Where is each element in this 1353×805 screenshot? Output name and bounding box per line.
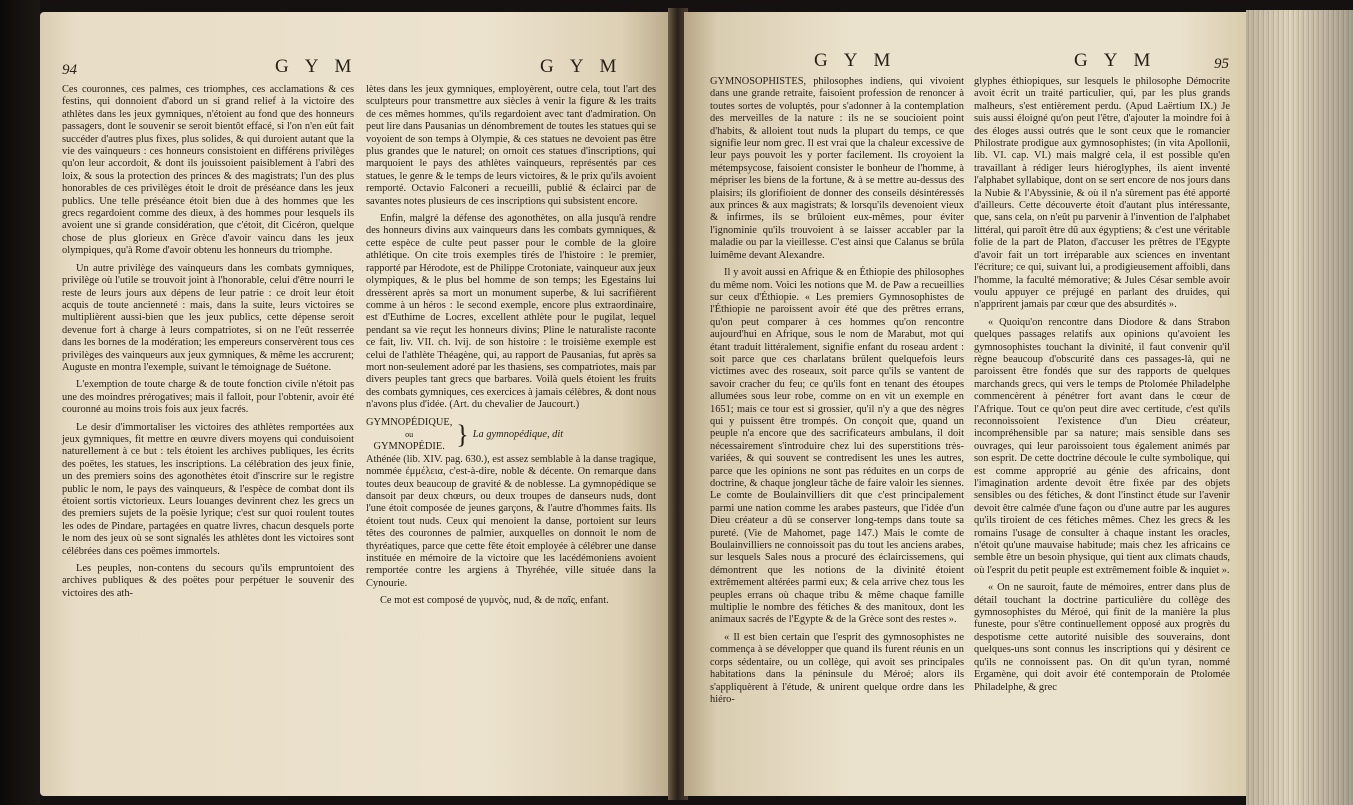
brace-symbol: } xyxy=(456,420,469,450)
page-number: 95 xyxy=(1214,56,1229,72)
headword: GYMNOPÉDIQUE, xyxy=(366,416,453,428)
paragraph: « Quoiqu'on rencontre dans Diodore & dans Strabon quelques passages relatifs aux opinions qu'avoient les gymnosophistes touchant la divinité, il faut convenir qu'il règne beaucoup d'obscurité dans ces passages-là, qui ne paroissent être fondés que sur des rapports de quelques marchands grecs, qui vers le temps de Ptolomée Philadelphe commencèrent à pénétrer fort avant dans le cœur de l'Afrique. Tout ce qu'on peut dire avec certitude, c'est qu'ils reconnoissoient l'existence d'un Dieu créateur, incompréhensible par sa nature; mais sensible dans ses ouvrages, qui leur paroissoient tous également animés par son esprit. De cette doctrine découle le culte symbolique, qui est comme approprié au génie des africains, dont l'imagination ardente devoit être fixée par des objets sensibles ou des fétiches, & dont l'instinct étude sur l'avenir devoit être calmée d'une façon ou d'une autre par les augures qu'ils tiroient de ces fétiches mêmes. Chez les grecs & les romains l'usage de consulter à chaque instant les oracles, n'étoit qu'une mauvaise habitude; mais chez les africains ce semble être un besoin physique, qui tient aux climats chauds, où l'esprit du petit peuple est extrêmement foible & inquiet ». xyxy=(974,316,1230,576)
paragraph: Ces couronnes, ces palmes, ces triomphes, ces acclamations & ces festins, qui donnoient d'abord un si grand relief à la victoire des athlètes dans les jeux gymniques, n'étoient au fond que des honneurs passagers, dont le souvenir se seroit bientôt effacé, si l'on n'en eût fait succéder d'autres plus fixes, plus solides, & qui duroient autant que la vie des vainqueurs : ces honneurs consistoient en différens privilèges qu'on leur accordoit, & dont ils jouissoient paisiblement à l'abri des loix, & sous la protection des princes & des magistrats; l'un des plus honorables de ces privilèges étoit le droit de préséance dans les jeux publics. Une telle préséance étoit bien due à des hommes que les grecs regardoient comme des dieux, à des hommes pour lesquels ils avoient une si grande considération, que c'étoit, dit Cicéron, quelque chose de plus glorieux en Grèce d'avoir vaincu dans les jeux olympiques, qu'à Rome d'avoir obtenu les honneurs du triomphe. xyxy=(62,84,354,257)
paragraph: Le desir d'immortaliser les victoires des athlètes remportées aux jeux gymniques, fit mettre en œuvre divers moyens qui conduisoient naturellement à ce but : tels étoient les archives publiques, les écrits des poëtes, les statues, les inscriptions. La célébration des jeux finie, un des premiers soins des agonothètes étoit d'inscrire sur le registre public le nom, le pays des vainqueurs, & l'espèce de combat dont ils étoient sortis victorieux. Leurs louanges devinrent chez les grecs un des premiers sujets de la poësie lyrique; c'est sur quoi roulent toutes les odes de Pindare, partagées en quatre livres, chacun desquels porte le nom des jeux où se sont signalés les athlètes dont les victoires sont célébrées dans ces poëmes immortels. xyxy=(62,421,354,557)
running-head: G Y M xyxy=(814,50,897,71)
running-head: G Y M xyxy=(540,56,623,77)
right-page xyxy=(684,12,1246,796)
paragraph: Il y avoit aussi en Afrique & en Éthiopie des philosophes du même nom. Voici les notions que M. de Paw a recueillies sur ceux d'Éthiopie. « Les premiers Gymnosophistes de l'Éthiopie ne paroissent avoir été que des prêtres errans, qu'on peut comparer à ces hommes qu'on rencontre aujourd'hui en Afrique, sous le nom de Marabut, mot qui étant traduit littéralement, signifie enfant du roseau ardent : soit parce que ces charlatans brûlent quelquefois leurs victimes avec des roseaux, soit parce qu'ils se vantent de savoir cracher du feu; ce qu'ils font en tenant des étoupes allumées sous leur robe, comme on en vit un exemple en 1651; mais ce tour est si grossier, qu'il n'y a que des nègres qui y puissent être trompés. On conçoit que, quand un peuple n'a encore que des sacrificateurs ambulans, il doit nécessairement s'introduire chez lui des superstitions très-variées, & qui souvent se contredisent les unes les autres, parce que les opinions ne sont pas réduites en un corps de doctrine, & chaque jongleur tâche de faire valoir les siennes. Le comte de Boulainvilliers dit que c'est principalement parmi une nation comme les arabes pasteurs, que l'idée d'un Dieu créateur a dû se conserver long-temps dans toute sa pureté. (Vie de Mahomet, page 147.) Mais le comte de Boulainvilliers ne connoissoit pas du tout les anciens arabes, sur lesquels Sales nous a procuré des éclaircissemens, qui démontrent que les notions de la divinité étoient extrêmement altérées parmi eux; & cela arrive chez tous les peuples errans où chaque tribu & même chaque famille multiplie le nombre des fétiches & des manitoux, dont les animaux sacrés de l'Egypte & de la Grèce sont des restes ». xyxy=(710,267,964,626)
running-head: G Y M xyxy=(1074,50,1157,71)
page-number: 94 xyxy=(62,62,77,78)
paragraph: GYMNOSOPHISTES, philosophes indiens, qui vivoient dans une grande retraite, faisoient profession de renoncer à toutes sortes de voluptés, pour s'adonner à la contemplation des merveilles de la nature : ils ne se soucioient point d'habits, & alloient tout nuds la plupart du temps, ce que signifie leur nom grec. Il est vrai que la chaleur excessive de leur pays pouvoit les y porter facilement. Ils croyoient la métempsycose, faisoient consister le bonheur de l'homme, à mépriser les biens de la fortune, & à se mettre au-dessus des plaisirs; ils glorifioient de donner des conseils désintéressés aux princes & aux magistrats; & lorsqu'ils devenoient vieux & infirmes, ils se brûloient eux-mêmes, pour éviter l'ignominie qu'ils trouvoient à se laisser accabler par la maladie ou par la vieillesse. C'est ainsi que Calanus se brûla luimême devant Alexandre. xyxy=(710,76,964,261)
paragraph: « Il est bien certain que l'esprit des gymnosophistes ne commença à se développer que quand ils furent réunis en un corps sédentaire, ou un collège, qui avoit ses principales habitations dans la péninsule du Méroé; alors ils s'appliquèrent à l'étude, & unirent quelque ordre dans les hiéro- xyxy=(710,631,964,705)
paragraph: Un autre privilège des vainqueurs dans les combats gymniques, privilège où l'utile se trouvoit joint à l'honorable, celui d'être nourri le reste de leurs jours aux dépens de leur patrie : ce droit leur étoit acquis de toute ancienneté : mais, dans la suite, leurs victoires se multiplièrent aussi-bien que les jeux publics, cette dépense seroit devenue fort à charge à leurs compatriotes, si on ne l'eût resserrée dans les bornes de la modération; les empereurs conservèrent tous ces privilèges des vainqueurs aux jeux gymniques, & même les accrurent; Auguste en montra l'exemple, suivant le témoignage de Suétone. xyxy=(62,262,354,373)
definition-start: La gymnopédique, dit xyxy=(472,428,564,440)
paragraph: Ce mot est composé de γυμνὸς, nud, & de παῖς, enfant. xyxy=(380,595,609,607)
paragraph: L'exemption de toute charge & de toute fonction civile n'étoit pas une des moindres prérogatives; mais il falloit, pour l'obtenir, avoir été couronné au moins trois fois aux jeux facrés. xyxy=(62,379,354,416)
text-column-right xyxy=(974,76,1230,792)
book-shadow-left xyxy=(0,0,40,805)
book-fore-edge-shade xyxy=(1246,10,1353,805)
entry-gymnopedique xyxy=(366,417,656,608)
paragraph: « On ne sauroit, faute de mémoires, entrer dans plus de détail touchant la doctrine particulière du collège des gymnosophistes du Méroé, qui finit de la manière la plus funeste, pour s'être continuellement opposé aux progrès du despotisme cette autorité nuisible des souverains, dont quelques-uns sont connus les inscriptions qui y désirent ce qu'ils ne connoissent pas. On dit qu'un tyran, nommé Ergamène, qui doit avoir été contemporain de Ptolomée Philadelphe, & grec xyxy=(974,582,1230,693)
paragraph: Athénée (lib. XIV. pag. 630.), est assez semblable à la danse tragique, nommée ἐμμέλεια, c'est-à-dire, noble & décente. On remarque dans toutes deux beaucoup de gravité & de noblesse. La gymnopédique se dansoit par deux chœurs, ou deux troupes de danseurs nuds, dont l'une étoit composée de jeunes garçons, & l'autre d'hommes faits. Ils étoient tout nuds. Ceux qui menoient la danse, portoient sur leurs têtes des couronnes de palmier, auxquelles on donnoit le nom de thyréatiques, parce que cette fête étoit employée à célébrer une danse instituée en mémoire de la victoire que les lacédémoniens avoient remportée contre les argiens à Thyréhée, ville située dans la Cynourie. xyxy=(366,453,656,589)
left-page xyxy=(40,12,672,796)
paragraph: Enfin, malgré la défense des agonothètes, on alla jusqu'à rendre des honneurs divins aux vainqueurs dans les combats gymniques, & cette espèce de culte peut passer pour le comble de la gloire athlétique. On cite trois exemples tirés de l'histoire : le premier, rapporté par Hérodote, est de Philippe Crotoniate, vainqueur aux jeux olympiques, & le plus bel homme de son temps; les Egestains lui dressèrent après sa mort un monument superbe, & lui sacrifièrent comme à un héros : le second exemple, encore plus extraordinaire, est d'Euthime de Locres, excellent athlète pour le pugilat, lequel pendant sa vie reçut les honneurs divins; Pline le naturaliste raconte ce fait, liv. VII. ch. lvij. de son histoire : le troisième exemple est celui de l'athlète Théagène, qui, au rapport de Pausanias, fut après sa mort non-seulement adoré par les thasiens, ses compatriotes, mais par divers peuples tant grecs que barbares. Voilà quels étoient les fruits des combats gymniques, ces exercices à jamais célèbres, & dont nous n'avons plus d'idée. (Art. du chevalier de Jaucourt.) xyxy=(366,213,656,411)
running-head: G Y M xyxy=(275,56,358,77)
paragraph: glyphes éthiopiques, sur lesquels le philosophe Démocrite avoit écrit un traité particulier, qui, par les plus grands malheurs, s'est entièrement perdu. (Apud Laërtium IX.) Je suis aussi éloigné qu'on peut l'être, d'ajouter la moindre foi à des éloges aussi outrés que le sont ceux que le romancier Philostrate prodigue aux gymnosophistes; (in vita Apollonii, lib. VI. cap. VI.) mais malgré cela, il est possible qu'en travaillant à rédiger leurs hiéroglyphes, ils aient inventé l'alphabet syllabique, dont on se sert encore de nos jours dans la Nubie & l'Abyssinie, & où il n'a sûrement pas été apporté d'ailleurs. Cette découverte étoit d'autant plus intéressante, que, sans cela, on n'eût pu parvenir à l'invention de l'alphabet littéral, qui paroît être dû aux égyptiens; & c'est une véritable folie de la part de Platon, d'accuser les prêtres de l'Egypte d'avoir fait un tort irréparable aux sciences en inventant l'écriture; ce qui, suivant lui, a prodigieusement affoibli, dans l'homme, la faculté mémorative; & Jules César semble avoir voulu appuyer ce préjugé en parlant des druides, qui n'apprirent jamais par cœur que des absurdités ». xyxy=(974,76,1230,311)
headword: GYMNOPÉDIE. xyxy=(373,441,445,453)
paragraph: Les peuples, non-contens du secours qu'ils empruntoient des archives publiques & des poëtes pour perpétuer le souvenir des victoires des ath- xyxy=(62,563,354,599)
text-column-left xyxy=(62,84,354,792)
conjunction: ou xyxy=(405,429,414,439)
paragraph: lètes dans les jeux gymniques, employèrent, outre cela, tout l'art des sculpteurs pour transmettre aux siècles à venir la figure & les traits de ces mêmes hommes, qu'ils regardoient avec tant d'admiration. On peut lire dans Pausanias un dénombrement de toutes les statues qui se voyoient de son temps à Olympie, & ces statues ne devoient pas être plus grandes que le naturel; on ornoit ces statues d'inscriptions, qui marquoient le pays des athlètes vainqueurs, représentés par ces statues, le genre & le temps de leurs victoires, & le prix qu'ils avoient remporté. Octavio Falconeri a recueilli, publié & éclairci par de savantes notes plusieurs de ces inscriptions qui subsistent encore. xyxy=(366,84,656,207)
text-column-right xyxy=(366,84,656,792)
text-column-left xyxy=(710,76,964,792)
